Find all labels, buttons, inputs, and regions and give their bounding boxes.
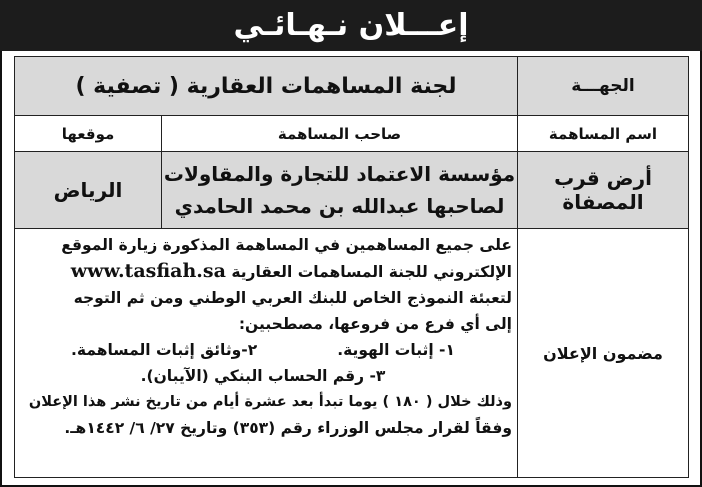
requirements-row xyxy=(14,337,512,363)
location-label: موقعها xyxy=(14,115,162,152)
owner-line-1: مؤسسة الاعتماد للتجارة والمقاولات xyxy=(163,162,516,186)
body-line-2 xyxy=(14,258,512,285)
body-line-3: لتعبئة النموذج الخاص للبنك العربي الوطني ومن ثم التوجه xyxy=(73,289,512,307)
requirement-1: ١- إثبات الهوية. xyxy=(337,341,455,359)
owner-label: صاحب المساهمة xyxy=(161,115,518,152)
content-label: مضمون الإعلان xyxy=(517,228,689,478)
body-line-4: إلى أي فرع من فروعها، مصطحبين: xyxy=(238,315,512,333)
announcement-body xyxy=(14,232,512,441)
owner-line-2: لصاحبها عبدالله بن محمد الحامدي xyxy=(174,194,505,218)
body-line-2-text: الإلكتروني للجنة المساهمات العقارية xyxy=(231,263,512,281)
body-line-1: على جميع المساهمين في المساهمة المذكورة زيارة الموقع xyxy=(61,236,512,254)
announcement-title: إعـــلان نـهـائـي xyxy=(0,0,702,51)
requirement-3: ٣- رقم الحساب البنكي (الآيبان). xyxy=(140,367,386,385)
contribution-name: أرض قرب المصفاة xyxy=(517,151,689,229)
website-url[interactable]: www.tasfiah.sa xyxy=(70,260,226,282)
entity-label: الجهـــة xyxy=(517,56,689,116)
body-line-6: وفقاً لقرار مجلس الوزراء رقم (٣٥٣) وتاريخ ٢٧/ ٦/ ١٤٤٢هـ. xyxy=(64,419,512,437)
owner-cell xyxy=(161,151,518,229)
contribution-name-label: اسم المساهمة xyxy=(517,115,689,152)
location: الرياض xyxy=(14,151,162,229)
entity-value: لجنة المساهمات العقارية ( تصفية ) xyxy=(14,56,518,116)
body-line-5: وذلك خلال ( ١٨٠ ) يوما تبدأ بعد عشرة أيام من تاريخ نشر هذا الإعلان xyxy=(28,394,512,410)
requirement-2: ٢-وثائق إثبات المساهمة. xyxy=(71,341,258,359)
